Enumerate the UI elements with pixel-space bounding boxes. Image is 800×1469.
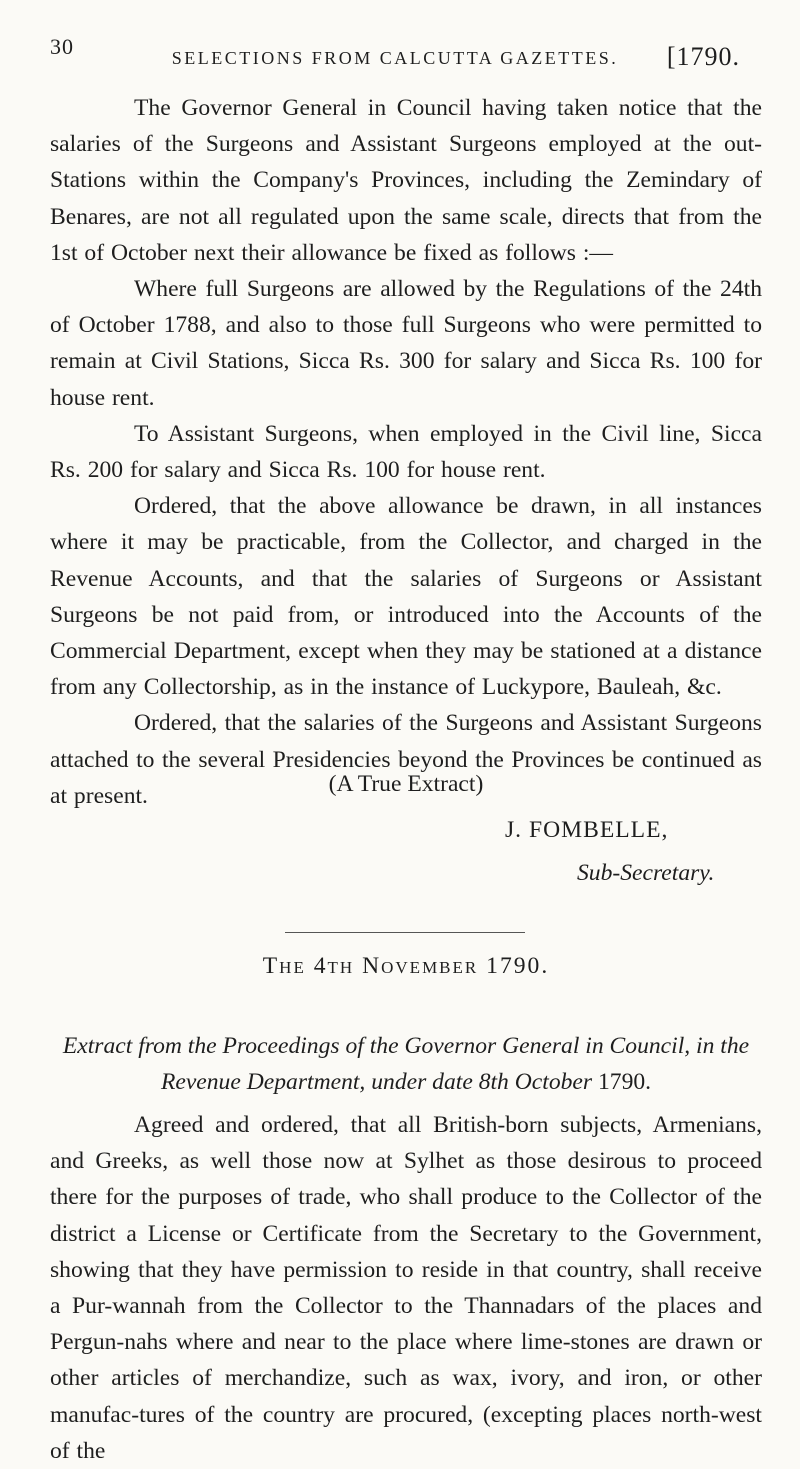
dateline [50, 953, 762, 980]
running-year: [1790. [666, 42, 740, 71]
extract-heading-year: 1790. [592, 1069, 652, 1095]
running-title: SELECTIONS FROM CALCUTTA GAZETTES. [171, 48, 619, 68]
paragraph: Ordered, that the salaries of the Surgeons and Assistant Surgeons attached to the several Presidencies beyond the Provinces be continued as at present. [50, 710, 762, 809]
extract-heading-text: Extract from the Proceedings of the Governor General in Council, in the Revenue Department, under date [62, 1033, 750, 1095]
section-divider [285, 932, 525, 933]
paragraph: Where full Surgeons are allowed by the Regulations of the 24th of October 1788, and also to those full Surgeons who were permitted to remain at Civil Stations, Sicca Rs. 300 for salary and Sicca Rs. 100 for house rent. [50, 276, 762, 411]
dateline-text: The 4th November 1790. [262, 953, 550, 979]
true-extract-note: (A True Extract) [328, 771, 484, 797]
signatory-title: Sub-Secretary. [577, 860, 715, 886]
signatory-name: J. FOMBELLE, [505, 817, 669, 843]
section1-body [50, 90, 762, 814]
paragraph: Ordered, that the above allowance be drawn, in all instances where it may be practicable, from the Collector, and charged in the Revenue Accounts, and that the salaries of Surgeons or Assistant Surgeons be not paid from, or introduced into the Accounts of the Commercial Department, except when they may be stationed at a distance from any Collectorship, as in the instance of Luckypore, Bauleah, &c. [50, 493, 762, 701]
extract-heading-date: 8th October [478, 1069, 593, 1095]
extract-heading [50, 1028, 762, 1100]
paragraph: To Assistant Surgeons, when employed in the Civil line, Sicca Rs. 200 for salary and Sicca Rs. 100 for house rent. [50, 420, 762, 484]
section2-body [50, 1107, 762, 1469]
page-number: 30 [50, 34, 74, 59]
paragraph: The Governor General in Council having taken notice that the salaries of the Surgeons and Assistant Surgeons employed at the out-Stations within the Company's Provinces, including the Zemindary of Benares, are not all regulated upon the same scale, directs that from the 1st of October next their allowance be fixed as follows :— [50, 95, 762, 266]
paragraph: Agreed and ordered, that all British-born subjects, Armenians, and Greeks, as well those now at Sylhet as those desirous to proceed there for the purposes of trade, who shall produce to the Collector of the district a License or Certificate from the Secretary to the Government, showing that they have permission to reside in that country, shall receive a Pur-wannah from the Collector to the Thannadars of the places and Pergun-nahs where and near to the place where lime-stones are drawn or other articles of merchandize, such as wax, ivory, and iron, or other manufac-tures of the country are procured, (excepting places north-west of the [50, 1112, 762, 1464]
running-head [50, 34, 740, 74]
